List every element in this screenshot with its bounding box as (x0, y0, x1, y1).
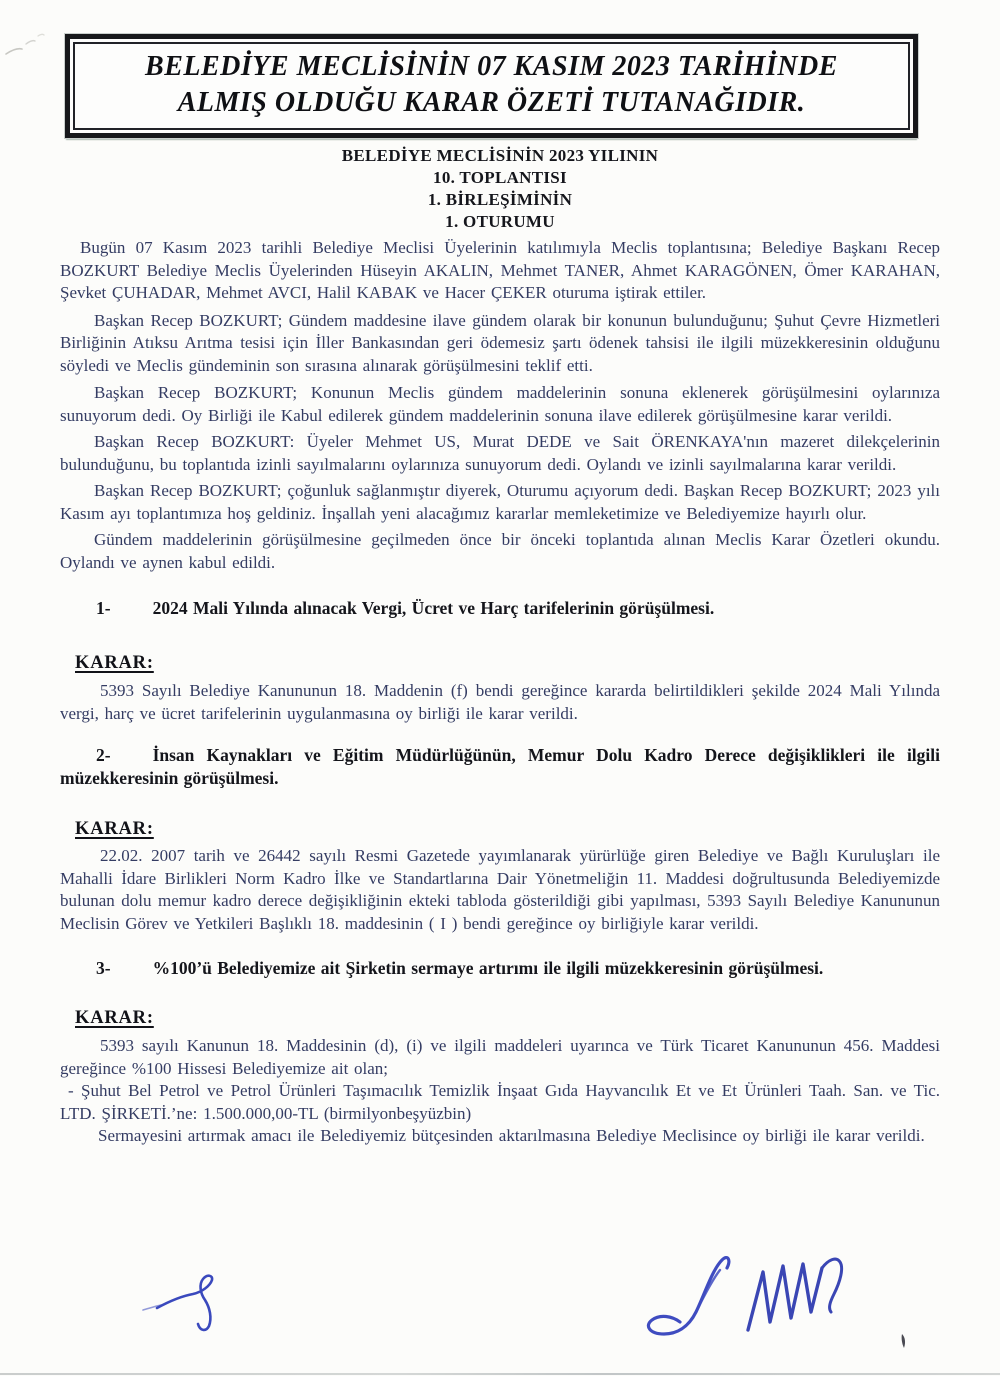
agenda-item-2-heading (60, 744, 940, 790)
decision-3-text-3: Sermayesini artırmak amacı ile Belediyemiz bütçesinden aktarılmasına Belediye Meclisince oy birliği ile karar verildi. (98, 1126, 925, 1145)
body-paragraph-previous-minutes: Gündem maddelerinin görüşülmesine geçilmeden önce bir önceki toplantıda alınan Meclis Karar Özetleri okundu. Oylandı ve aynen kabul edildi. (60, 530, 940, 572)
signature-right (748, 1259, 842, 1330)
subheader-meeting-number: 10. TOPLANTISI (433, 168, 567, 187)
scan-edge-line (0, 1373, 1000, 1375)
agenda-item-3-heading (60, 957, 940, 980)
document-title-inner-frame (73, 42, 910, 130)
document-title-box (65, 34, 918, 138)
agenda-item-1-number: 1- (96, 598, 111, 618)
agenda-item-3-title: %100’ü Belediyemize ait Şirketin sermaye artırımı ile ilgili müzekkeresinin görüşülmesi. (152, 958, 824, 978)
body-paragraph-agenda-vote: Başkan Recep BOZKURT; Konunun Meclis gündem maddelerinin sonuna eklenerek görüşülmesini oylarınıza sunuyorum dedi. Oy Birliği ile Kabul edilerek gündem maddelerinin sonuna ilave edilerek görüşülmesine karar verildi. (60, 383, 940, 425)
decision-2-text: 22.02. 2007 tarih ve 26442 sayılı Resmi Gazetede yayımlanarak yürürlüğe giren Belediye ve Bağlı Kuruluşları ile Mahalli İdare Birlikleri Norm Kadro İlke ve Standartlarına Dair Yönetmeliğin 11. Maddesi doğrultusunda Belediyemizde bulunan dolu memur kadro derece değişikliğinin ekteki tabloda gösterildiği gibi yapılması, 5393 Sayılı Belediye Kanununun Meclisin Görev ve Yetkileri Başlıklı 18. maddesinin ( I ) bendi gereğince oy birliğiyle karar verildi. (60, 846, 940, 933)
agenda-item-2-number: 2- (96, 745, 111, 765)
agenda-item-2-title: İnsan Kaynakları ve Eğitim Müdürlüğünün, Memur Dolu Kadro Derece değişiklikleri ile ilgili müzekkeresinin görüşülmesi. (60, 745, 940, 788)
subheader-session-number: 1. OTURUMU (445, 212, 555, 231)
body-paragraph-extra-agenda: Başkan Recep BOZKURT; Gündem maddesine ilave gündem olarak bir konunun bulunduğunu; Şuhut Çevre Hizmetleri Birliğinin Atıksu Arıtma tesisi için İller Bankasından geri ödemesiz şartı ödenek tahsisi ile ilgili müzekkeresinin olduğunu söyledi ve Meclis gündeminin son sırasına alınarak görüşülmesini teklif etti. (60, 310, 940, 375)
session-subheader (60, 145, 940, 233)
agenda-item-1-heading (60, 597, 940, 620)
decision-3-label: KARAR: (75, 1008, 154, 1028)
handwritten-signatures (0, 1238, 1000, 1358)
decision-3-text-1: 5393 sayılı Kanunun 18. Maddesinin (d), (i) ve ilgili maddeleri uyarınca ve Türk Ticaret Kanununun 456. Maddesi gereğince %100 Hissesi Belediyemize ait olan; (60, 1036, 940, 1078)
signature-middle (648, 1258, 728, 1334)
body-paragraph-excused-members: Başkan Recep BOZKURT: Üyeler Mehmet US, Murat DEDE ve Sait ÖRENKAYA'nın mazeret dilekçelerinin bulunduğunu, bu toplantıda izinli sayılmalarını oylarınıza sunuyorum dedi. Oylandı ve izinli sayılmalarına karar verildi. (60, 432, 940, 474)
decision-1-label: KARAR: (75, 653, 154, 673)
body-paragraph-attendance: Bugün 07 Kasım 2023 tarihli Belediye Meclisi Üyelerinin katılımıyla Meclis toplantısına; Belediye Başkanı Recep BOZKURT Belediye Meclis Üyelerinden Hüseyin AKALIN, Mehmet TANER, Ahmet KARAGÖNEN, Ömer KARAHAN, Şevket ÇUHADAR, Mehmet AVCI, Halil KABAK ve Hacer ÇEKER oturuma iştirak ettiler. (60, 238, 940, 302)
decision-3-text-2: - Şuhut Bel Petrol ve Petrol Ürünleri Taşımacılık Temizlik İnşaat Gıda Hayvancılık Et ve Et Ürünleri Taah. San. ve Tic. LTD. ŞİRKETİ.’ne: 1.500.000,00-TL (birmilyonbeşyüzbin) (60, 1081, 940, 1123)
body-paragraph-session-open: Başkan Recep BOZKURT; çoğunluk sağlanmıştır diyerek, Oturumu açıyorum dedi. Başkan Recep BOZKURT; 2023 yılı Kasım ayı toplantımıza hoş geldiniz. İnşallah yeni alacağımız kararlar memleketimize ve Belediyemize hayırlı olur. (60, 481, 940, 523)
subheader-council-year: BELEDİYE MECLİSİNİN 2023 YILININ (341, 146, 659, 165)
agenda-item-3-number: 3- (96, 958, 111, 978)
signature-left (143, 1276, 212, 1330)
scan-speck-artifact (896, 1332, 910, 1352)
subheader-assembly-number: 1. BİRLEŞİMİNİN (427, 190, 573, 209)
document-title-line-2: ALMIŞ OLDUĞU KARAR ÖZETİ TUTANAĞIDIR. (177, 87, 806, 118)
document-title-line-1: BELEDİYE MECLİSİNİN 07 KASIM 2023 TARİHİNDE (145, 51, 838, 82)
decision-2-label: KARAR: (75, 819, 154, 839)
agenda-item-1-title: 2024 Mali Yılında alınacak Vergi, Ücret ve Harç tarifelerinin görüşülmesi. (152, 598, 715, 618)
decision-1-text: 5393 Sayılı Belediye Kanununun 18. Maddenin (f) bendi gereğince kararda belirtildikleri şekilde 2024 Mali Yılında vergi, harç ve ücret tarifelerinin uygulanmasına oy birliği ile karar verildi. (60, 681, 940, 723)
